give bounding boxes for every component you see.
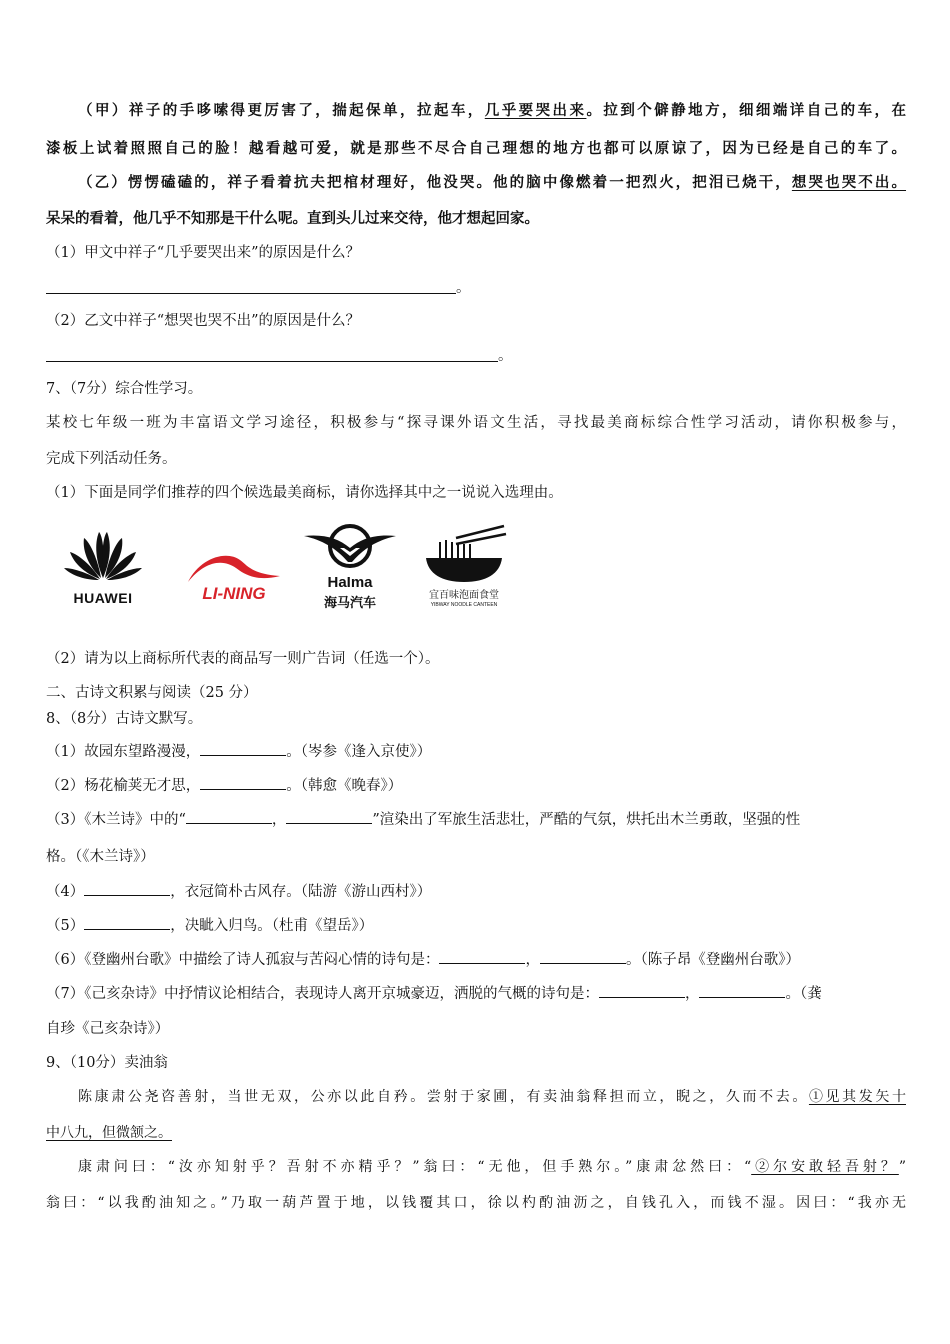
logo-row bbox=[46, 522, 516, 622]
lining-swoosh-icon bbox=[182, 552, 286, 586]
blank-5[interactable] bbox=[84, 915, 170, 930]
poem-item-3: （3）《木兰诗》中的“ ， ”渲染出了军旅生活悲壮，严酷的气氛，烘托出木兰勇敢，坚强的性 bbox=[46, 809, 906, 830]
question-7-intro1: 某校七年级一班为丰富语文学习途径，积极参与“探寻课外语文生活，寻找最美商标综合性学习活动，请你积极参与， bbox=[46, 415, 906, 431]
noodle-bowl-icon bbox=[416, 522, 512, 584]
blank-6b[interactable] bbox=[540, 949, 626, 964]
question-7-intro2: 完成下列活动任务。 bbox=[46, 451, 177, 467]
poem-item-7: （7）《己亥杂诗》中抒情议论相结合，表现诗人离开京城豪迈，洒脱的气概的诗句是： ， 。（龚 bbox=[46, 983, 906, 1004]
haima-emblem-icon bbox=[300, 522, 400, 572]
passage-yi-line1: （乙）愣愣磕磕的，祥子看着抗夫把棺材理好，他没哭。他的脑中像燃着一把烈火，把泪已烧干，想哭也哭不出。 bbox=[78, 174, 907, 191]
blank-3b[interactable] bbox=[286, 809, 372, 824]
haima-cn-name: 海马汽车 bbox=[323, 596, 376, 611]
question-7-title: 7、（7分）综合性学习。 bbox=[46, 381, 203, 397]
poem-item-5: （5） ，决眦入归鸟。（杜甫《望岳》） bbox=[46, 915, 906, 936]
blank-4[interactable] bbox=[84, 881, 170, 896]
noodle-canteen-logo bbox=[416, 522, 512, 608]
huawei-petals-icon bbox=[60, 522, 146, 580]
question-9-title: 9、（10分）卖油翁 bbox=[46, 1055, 168, 1071]
underlined-phrase-jia: 几乎要哭出来 bbox=[484, 102, 587, 119]
underlined-phrase-yi: 想哭也哭不出。 bbox=[791, 174, 907, 191]
blank-3a[interactable] bbox=[186, 809, 272, 824]
underlined-sentence-2: ②尔安敢轻吾射？ bbox=[751, 1159, 899, 1175]
section-2-heading: 二、古诗文积累与阅读（25 分） bbox=[46, 685, 258, 701]
q9-passage-line2 bbox=[46, 1123, 906, 1143]
huawei-wordmark: HUAWEI bbox=[73, 590, 133, 606]
haima-wordmark: HaIma bbox=[327, 574, 373, 591]
q9-passage-line3: 康肃问曰：“汝亦知射乎？吾射不亦精乎？”翁曰：“无他，但手熟尔。”康肃忿然曰：“②尔安敢轻吾射？” bbox=[78, 1159, 906, 1175]
passage-jia-line1: （甲）祥子的手哆嗦得更厉害了，揣起保单，拉起车，几乎要哭出来。拉到个僻静地方，细细端详自己的车，在 bbox=[78, 102, 906, 119]
poem-item-7-cont: 自珍《己亥杂诗》） bbox=[46, 1021, 170, 1037]
answer-line-6-1[interactable]: 。 bbox=[46, 277, 476, 297]
blank-2[interactable] bbox=[200, 775, 286, 790]
poem-item-6: （6）《登幽州台歌》中描绘了诗人孤寂与苦闷心情的诗句是： ， 。（陈子昂《登幽州台歌》） bbox=[46, 949, 906, 970]
noodle-en-name: YIBWAY NOODLE CANTEEN bbox=[430, 602, 498, 608]
question-7-sub1: （1）下面是同学们推荐的四个候选最美商标，请你选择其中之一说说入选理由。 bbox=[46, 485, 563, 501]
answer-line-6-2[interactable]: 。 bbox=[46, 345, 516, 365]
poem-item-1: （1）故园东望路漫漫， 。（岑参《逢入京使》） bbox=[46, 741, 906, 762]
lining-wordmark: LI-NING bbox=[202, 584, 266, 603]
poem-item-3-cont: 格。（《木兰诗》） bbox=[46, 849, 155, 865]
question-6-1: （1）甲文中祥子“几乎要哭出来”的原因是什么？ bbox=[46, 245, 361, 261]
noodle-cn-name: 宜百味泡面食堂 bbox=[429, 590, 499, 601]
q9-passage-line1: 陈康肃公尧咨善射，当世无双，公亦以此自矜。尝射于家圃，有卖油翁释担而立，睨之，久而不去。①见其发矢十 bbox=[78, 1089, 906, 1105]
question-6-2: （2）乙文中祥子“想哭也哭不出”的原因是什么？ bbox=[46, 313, 361, 329]
lining-logo bbox=[182, 552, 286, 604]
blank-7a[interactable] bbox=[599, 983, 685, 998]
poem-item-4: （4） ，衣冠简朴古风存。（陆游《游山西村》） bbox=[46, 881, 906, 902]
blank-1[interactable] bbox=[200, 741, 286, 756]
q9-passage-line4: 翁曰：“以我酌油知之。”乃取一葫芦置于地，以钱覆其口，徐以杓酌油沥之，自钱孔入，而钱不湿。因曰：“我亦无 bbox=[46, 1195, 906, 1211]
blank-6a[interactable] bbox=[439, 949, 525, 964]
poem-item-2: （2）杨花榆荚无才思， 。（韩愈《晚春》） bbox=[46, 775, 906, 796]
question-8-title: 8、（8分）古诗文默写。 bbox=[46, 711, 203, 727]
passage-jia-line2: 漆板上试着照照自己的脸！越看越可爱，就是那些不尽合自己理想的地方也都可以原谅了，因为已经是自己的车了。 bbox=[46, 140, 906, 157]
underlined-sentence-1-cont: 中八九，但微颔之。 bbox=[46, 1125, 172, 1141]
underlined-sentence-1: ①见其发矢十 bbox=[808, 1089, 906, 1105]
passage-yi-line2: 呆呆的看着，他几乎不知那是干什么呢。直到头儿过来交待，他才想起回家。 bbox=[46, 210, 539, 227]
haima-logo bbox=[300, 522, 400, 611]
question-7-sub2: （2）请为以上商标所代表的商品写一则广告词（任选一个）。 bbox=[46, 651, 440, 667]
blank-7b[interactable] bbox=[699, 983, 785, 998]
huawei-logo bbox=[60, 522, 146, 606]
